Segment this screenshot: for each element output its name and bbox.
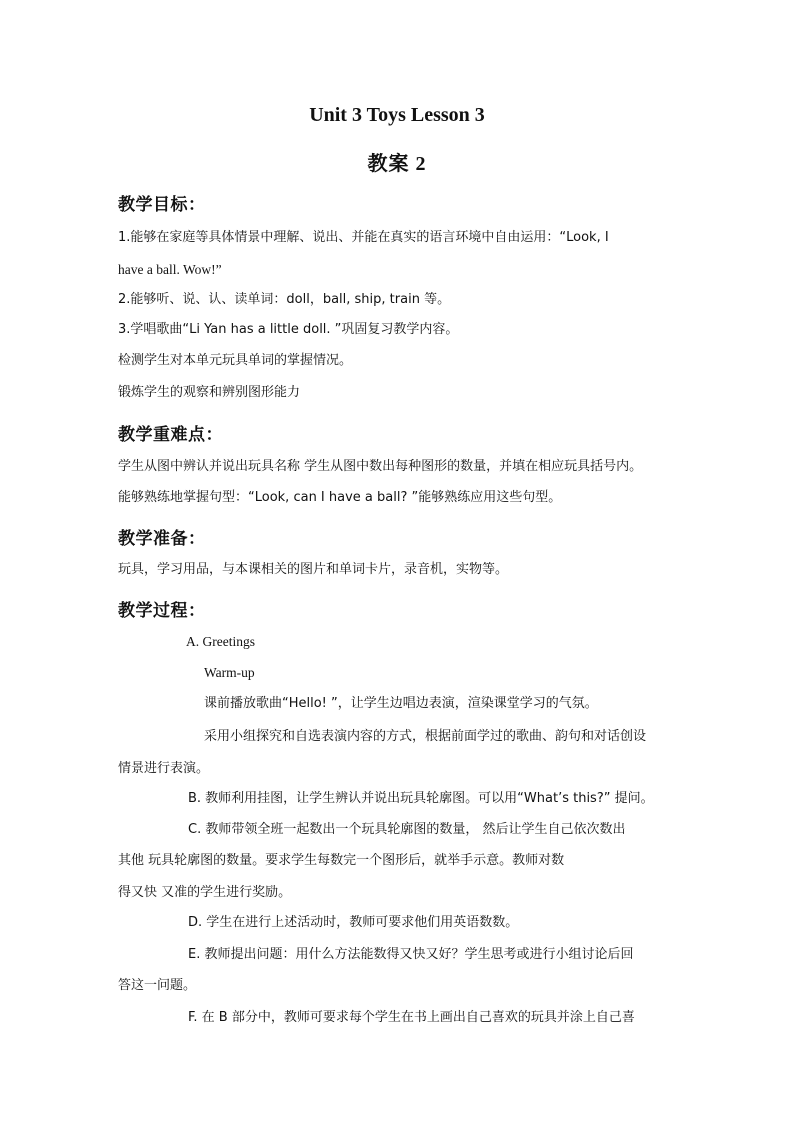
- goal-line-2: have a ball. Wow!”: [118, 262, 222, 277]
- key-point-line-2: 能够熟练地掌握句型：“Look, can I have a ball? ”能够熟练应用这些句型。: [118, 490, 562, 505]
- preparation-heading: 教学准备：: [118, 529, 206, 549]
- document-subtitle: 教案 2: [367, 153, 427, 175]
- key-point-line-1: 学生从图中辨认并说出玩具名称 学生从图中数出每种图形的数量，并填在相应玩具括号内。: [118, 459, 643, 474]
- process-line-6: B. 教师利用挂图，让学生辨认并说出玩具轮廓图。可以用“What’s this?” 提问。: [188, 791, 654, 806]
- goal-line-1: 1.能够在家庭等具体情景中理解、说出、并能在真实的语言环境中自由运用：“Look, I: [118, 230, 609, 245]
- process-line-8: 其他 玩具轮廓图的数量。要求学生每数完一个图形后，就举手示意。教师对数: [118, 853, 565, 868]
- goal-line-6: 锻炼学生的观察和辨别图形能力: [118, 385, 301, 400]
- process-line-12: 答这一问题。: [118, 978, 197, 993]
- goal-line-5: 检测学生对本单元玩具单词的掌握情况。: [118, 353, 353, 368]
- process-line-13: F. 在 B 部分中，教师可要求每个学生在书上画出自己喜欢的玩具并涂上自己喜: [188, 1010, 635, 1025]
- process-line-10: D. 学生在进行上述活动时，教师可要求他们用英语数数。: [188, 915, 519, 930]
- document-title: Unit 3 Toys Lesson 3: [309, 104, 485, 126]
- process-line-1: A. Greetings: [186, 634, 255, 649]
- preparation-line-1: 玩具，学习用品，与本课相关的图片和单词卡片，录音机，实物等。: [118, 562, 509, 577]
- process-heading: 教学过程：: [118, 601, 206, 621]
- key-points-heading: 教学重难点：: [118, 425, 223, 445]
- goal-line-4: 3.学唱歌曲“Li Yan has a little doll. ”巩固复习教学内容。: [118, 322, 459, 337]
- goal-line-3: 2.能够听、说、认、读单词：doll，ball, ship, train 等。: [118, 292, 451, 307]
- process-line-2: Warm-up: [204, 665, 255, 680]
- process-line-4: 采用小组探究和自选表演内容的方式，根据前面学过的歌曲、韵句和对话创设: [204, 729, 647, 744]
- process-line-5: 情景进行表演。: [118, 761, 210, 776]
- process-line-3: 课前播放歌曲“Hello! ”，让学生边唱边表演，渲染课堂学习的气氛。: [204, 696, 598, 711]
- process-line-7: C. 教师带领全班一起数出一个玩具轮廓图的数量， 然后让学生自己依次数出: [188, 822, 626, 837]
- process-line-11: E. 教师提出问题：用什么方法能数得又快又好？学生思考或进行小组讨论后回: [188, 947, 634, 962]
- goals-heading: 教学目标：: [118, 195, 206, 215]
- process-line-9: 得又快 又准的学生进行奖励。: [118, 885, 292, 900]
